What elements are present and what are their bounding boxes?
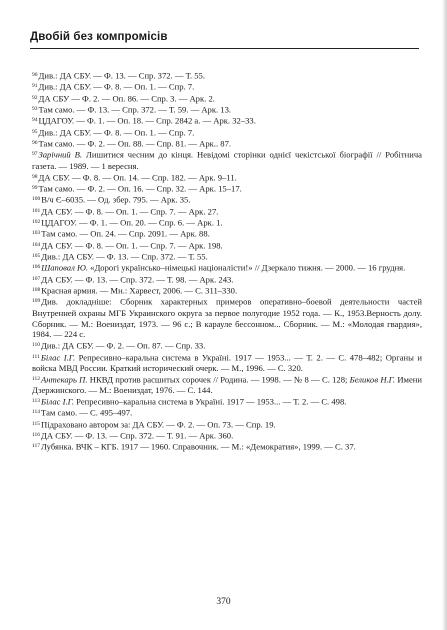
footnote	[32, 149, 422, 171]
header-rule	[30, 48, 419, 49]
footnote-number: 117	[32, 443, 41, 450]
footnote	[32, 104, 422, 115]
footnote-number: 91	[32, 83, 38, 90]
footnote-text: ДА СБУ. — Ф. 8. — Оп. 14. — Спр. 182. — Арк. 9–11.	[38, 172, 237, 183]
footnote-text: Там само. — Ф. 13. — Спр. 372. — Т. 59. — Арк. 13.	[38, 104, 232, 115]
footnote-author: Білас І.Г.	[40, 352, 76, 363]
page-number: 370	[216, 597, 231, 607]
footnote-text: Лубянка. ВЧК – КГБ. 1917 — 1960. Справочник. — М.: «Демократия», 1999. — С. 37.	[41, 441, 356, 452]
footnote	[32, 217, 422, 228]
page-edge-shadow	[442, 0, 447, 630]
footnote-number: 93	[32, 106, 38, 113]
footnote-number: 109	[32, 298, 41, 305]
footnote	[32, 93, 422, 104]
footnote-author: Білас І.Г.	[41, 396, 75, 407]
footnote-text: Підраховано автором за: ДА СБУ. — Ф. 2. — Оп. 73. — Спр. 19.	[41, 419, 276, 430]
footnote	[32, 138, 422, 149]
footnote-number: 92	[32, 94, 38, 101]
footnote-number: 110	[32, 342, 41, 349]
footnote	[32, 340, 422, 351]
footnote-number: 116	[32, 432, 41, 438]
footnote-number: 97	[32, 151, 38, 158]
footnote-text: ДА СБУ. — Ф. 8. — Оп. 1. — Спр. 7. — Арк. 198.	[41, 240, 223, 251]
footnote	[32, 262, 422, 273]
footnote-text: Репресивно–каральна система в Україні. 1917 — 1953... — Т. 2. — С. 498.	[74, 396, 347, 407]
footnote-number: 101	[32, 207, 41, 214]
footnote-text: Див. докладніше: Сборник характерных примеров оперативно–боевой деятельности частей Внутренней охраны МГБ Украинского округа за первое полугодие 1952 года. — К., 1953.Верность долу. Сборник. — М.: Воениздат, 1973. — 96 с.; В карауле бессонном... Сборник. — М.: «Молодая гвардия», 1984. — 224 с.	[32, 296, 422, 340]
footnote	[32, 194, 422, 205]
footnote-author: Зарічний В.	[38, 149, 83, 160]
footnote-text: Репресивно–каральна система в Україні. 1917 — 1953... — Т. 2. — С. 478–482; Органы и войска МВД России. Краткий исторический очерк. — М., 1996. — С. 320.	[32, 352, 422, 373]
footnote	[32, 172, 422, 183]
footnote-number: 95	[32, 128, 38, 135]
footnote-text: Там само. — Ф. 2. — Оп. 16. — Спр. 32. — Арк. 15–17.	[38, 183, 242, 194]
footnote	[32, 127, 422, 138]
footnote-number: 94	[32, 117, 38, 124]
footnote-text: Красная армия. — Мн.: Харвест, 2006. — С. 311–330.	[41, 285, 238, 296]
footnote	[32, 296, 422, 340]
footnote-text: Имени Дзержинского. — М.: Воениздат, 1976. — С. 144.	[32, 374, 422, 396]
footnote	[32, 81, 422, 92]
footnote-number: 96	[32, 140, 38, 147]
footnote-number: 114	[32, 409, 41, 416]
footnote-text: Там само. — С. 495–497.	[41, 407, 133, 418]
footnote-number: 99	[32, 184, 38, 191]
footnote-number: 115	[32, 420, 41, 427]
footnote-text: Там само. — Оп. 24. — Спр. 2091. — Арк. 88.	[41, 228, 210, 239]
footnote-text: Див.: ДА СБУ. — Ф. 13. — Спр. 372. — Т. 55.	[41, 251, 208, 262]
footnote-author: Беликов Н.Г.	[349, 374, 396, 385]
footnote-text: ЦДАГОУ. — Ф. 1. — Оп. 18. — Спр. 2842 а. — Арк. 32–33.	[38, 115, 256, 126]
footnote-text: Лишитися чесним до кінця. Невідомі сторінки однієї чекістської біографії // Робітнича газета. — 1989. — 1 вересня.	[32, 149, 422, 171]
footnote-number: 108	[32, 287, 41, 294]
footnote-number: 98	[32, 173, 38, 180]
footnote-number: 104	[32, 241, 41, 248]
footnote	[32, 285, 422, 296]
footnote-text: Див.: ДА СБУ. — Ф. 2. — Оп. 87. — Спр. 33.	[41, 340, 206, 351]
footnote-author: Шаповал Ю.	[41, 262, 88, 273]
footnote-text: Див.: ДА СБУ. — Ф. 13. — Спр. 372. — Т. 55.	[38, 70, 206, 81]
running-header: Двобій без компромісів	[30, 31, 168, 43]
footnote-text: ДА СБУ. — Ф. 13. — Спр. 372. — Т. 98. — Арк. 243.	[41, 274, 234, 285]
footnote	[32, 352, 422, 374]
footnote	[32, 274, 422, 285]
footnote-number: 100	[32, 196, 41, 203]
footnote-number: 105	[32, 253, 41, 259]
footnote	[32, 240, 422, 251]
footnote-number: 102	[32, 218, 41, 225]
footnote-text: ДА СБУ. — Ф. 13. — Спр. 372. — Т. 91. — Арк. 360.	[41, 430, 234, 441]
footnote	[32, 70, 422, 81]
footnote	[32, 396, 422, 407]
footnote	[32, 430, 422, 441]
footnote	[32, 407, 422, 418]
footnote-text: «Дорогі українсько–німецькі націоналісти!» // Дзеркало тижня. — 2000. — 16 грудня.	[88, 262, 406, 273]
footnote-text: ДА СБУ — Ф. 2. — Оп. 86. — Спр. 3. — Арк. 2.	[38, 93, 215, 104]
footnote-text: НКВД против расшитых сорочек // Родина. — 1998. — № 8 — С. 128;	[87, 374, 350, 385]
footnote-number: 103	[32, 230, 41, 237]
footnote-number: 112	[32, 375, 41, 382]
footnote-author: Антекарь П.	[41, 374, 88, 385]
footnote-text: ЦДАГОУ. — Ф. 1. — Оп. 20. — Спр. 6. — Арк. 1.	[41, 217, 223, 228]
footnotes-list	[32, 70, 422, 453]
footnote-number: 107	[32, 275, 41, 282]
footnote	[32, 374, 422, 396]
footnote-text: В/ч Є–6035. — Од. збер. 795. — Арк. 35.	[41, 194, 191, 205]
footnote	[32, 419, 422, 430]
footnote	[32, 251, 422, 262]
footnote	[32, 115, 422, 126]
footnote-text: Див.: ДА СБУ. — Ф. 8. — Оп. 1. — Спр. 7.	[38, 81, 195, 92]
footnote	[32, 206, 422, 217]
footnote-number: 111	[32, 353, 40, 360]
footnote	[32, 228, 422, 239]
footnote-text: Там само. — Ф. 2. — Оп. 88. — Спр. 81. — Арк.. 87.	[38, 138, 232, 149]
footnote-number: 113	[32, 397, 41, 404]
footnote	[32, 183, 422, 194]
footnote-text: Див.: ДА СБУ. — Ф. 8. — Оп. 1. — Спр. 7.	[38, 127, 195, 138]
footnote	[32, 441, 422, 452]
footnote-number: 106	[32, 264, 41, 271]
footnote-number: 90	[32, 72, 38, 78]
footnote-text: ДА СБУ. — Ф. 8. — Оп. 1. — Спр. 7. — Арк. 27.	[41, 206, 219, 217]
